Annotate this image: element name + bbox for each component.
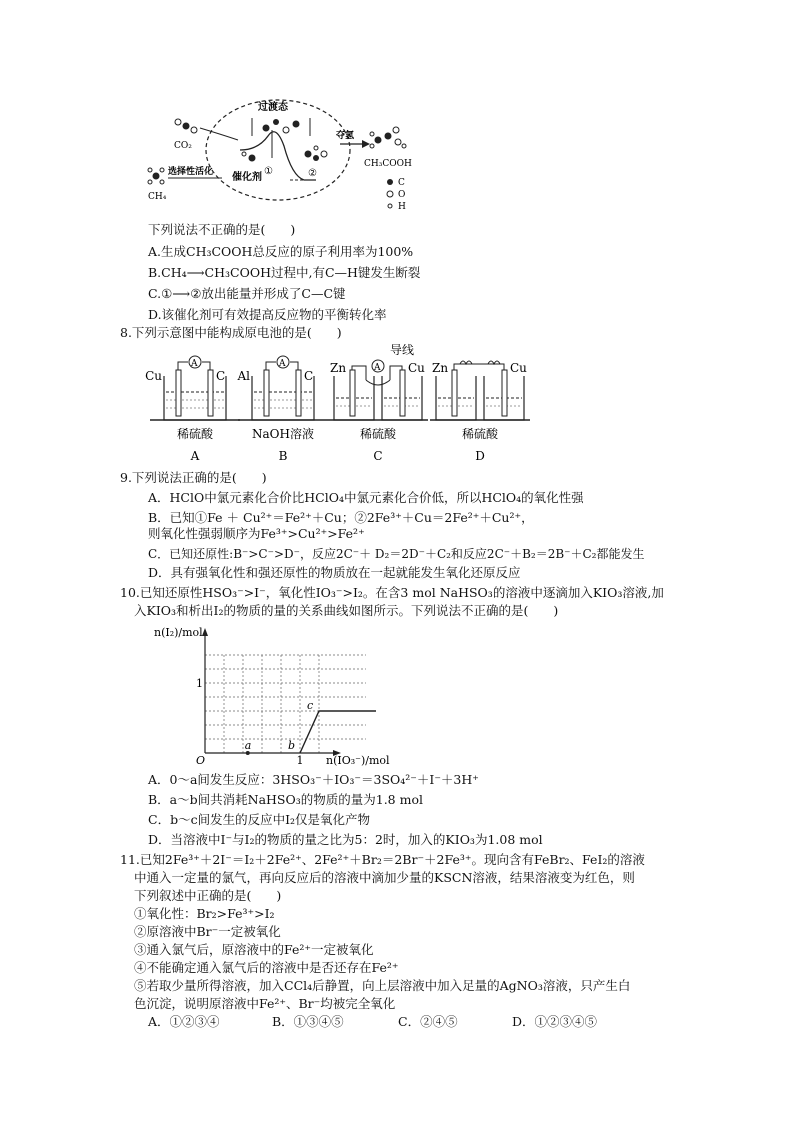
q9-option-d: D．具有强氧化性和强还原性的物质放在一起就能发生氧化还原反应 [148,565,521,580]
q10-option-c: C．b～c间发生的反应中I₂仅是氧化产物 [148,812,371,827]
cell-b-letter: B [278,449,288,463]
cell-b-right-electrode: C [304,369,314,383]
q9-option-b-line1: B．已知①Fe ＋ Cu²⁺＝Fe²⁺＋Cu；②2Fe³⁺＋Cu＝2Fe²⁺＋Cu²⁺， [148,510,534,525]
q11-statement-3: ③通入氯气后，原溶液中的Fe²⁺一定被氧化 [134,942,374,957]
q10-stem-line1: 10.已知还原性HSO₃⁻>I⁻，氧化性IO₃⁻>I₂。在含3 mol NaHSO₃的溶液中逐滴加入KIO₃溶液,加 [120,585,664,600]
q11-statement-5-line2: 色沉淀，说明原溶液中Fe²⁺、Br⁻均被完全氧化 [134,996,396,1011]
cell-b-solution: NaOH溶液 [252,427,314,441]
cell-a-left-electrode: Cu [145,369,162,383]
cell-a-right-electrode: C [216,369,226,383]
q11-statement-4: ④不能确定通入氯气后的溶液中是否还存在Fe²⁺ [134,960,399,975]
legend-c: C [398,178,405,188]
q11-option-c: C．②④⑤ [398,1014,458,1029]
q11-option-a: A．①②③④ [148,1014,220,1029]
ch3cooh-label: CH₃COOH [364,159,412,169]
i2-series-line [300,711,376,753]
q9-option-b-line2: 则氧化性强弱顺序为Fe³⁺>Cu²⁺>Fe²⁺ [148,526,365,541]
x-axis-label: n(IO₃⁻)/mol [326,754,390,767]
q11-statement-2: ②原溶液中Br⁻一定被氧化 [134,924,281,939]
q11-statement-5-line1: ⑤若取少量所得溶液，加入CCl₄后静置，向上层溶液中加入足量的AgNO₃溶液，只产生白 [134,978,631,993]
ch3cooh-molecule [370,127,406,148]
point-b-label: b [288,739,296,752]
cell-a-letter: A [190,449,200,463]
cell-d [430,361,530,463]
cell-d-solution: 稀硫酸 [461,427,499,441]
ammeter-a: A [191,359,198,369]
q10-stem-line2: 入KIO₃和析出I₂的物质的量的关系曲线如图所示。下列说法不正确的是( ) [134,603,559,618]
q7-option-a: A.生成CH₃COOH总反应的原子利用率为100% [148,244,414,259]
y-tick-1: 1 [196,677,203,690]
q9-option-c: C．已知还原性:B⁻>C⁻>D⁻，反应2C⁻＋ D₂＝2D⁻＋C₂和反应2C⁻＋B₂＝2B⁻＋C₂都能发生 [148,547,645,561]
q10-option-a: A．0～a间发生反应：3HSO₃⁻＋IO₃⁻＝3SO₄²⁻＋I⁻＋3H⁺ [148,772,479,787]
q7-option-c: C.①⟶②放出能量并形成了C—C键 [148,286,346,301]
cell-b [236,356,328,463]
q10-option-d: D．当溶液中I⁻与I₂的物质的量之比为5：2时，加入的KIO₃为1.08 mol [148,832,543,847]
cell-a-solution: 稀硫酸 [176,427,214,441]
q7-stem: 下列说法不正确的是( ) [148,222,296,237]
ch4-molecule [148,168,164,184]
legend-o: O [398,190,406,200]
ammeter-c: A [374,363,381,373]
cell-d-letter: D [475,449,485,463]
point-c-label: c [307,699,314,712]
cell-c-right-electrode: Cu [408,361,425,375]
q11-stem-line1: 11.已知2Fe³⁺＋2I⁻＝I₂＋2Fe²⁺、2Fe²⁺＋Br₂＝2Br⁻＋2Fe³⁺。现向含有FeBr₂、FeI₂的溶液 [120,852,645,867]
wire-label: 导线 [390,343,415,357]
catalyst-label: 催化剂 [232,172,262,183]
q11-stem-line3: 下列叙述中正确的是( ) [134,888,282,903]
iodine-chart [150,620,400,768]
cell-a [145,356,240,463]
legend-h: H [398,202,406,212]
q11-stem-line2: 中通入一定量的氯气，再向反应后的溶液中滴加少量的KSCN溶液，结果溶液变为红色，则 [134,870,635,885]
cell-d-right-electrode: Cu [510,361,527,375]
q7-option-b: B.CH₄⟶CH₃COOH过程中,有C—H键发生断裂 [148,265,421,280]
q9-stem: 9.下列说法正确的是( ) [120,470,267,485]
x-tick-1: 1 [296,754,304,767]
cell-b-left-electrode: Al [237,369,250,383]
q9-option-a: A．HClO中氯元素化合价比HClO₄中氯元素化合价低，所以HClO₄的氧化性强 [148,490,584,505]
cell-d-left-electrode: Zn [432,361,449,375]
co2-label: CO₂ [174,141,192,151]
step2-label: ② [308,168,317,179]
q11-option-b: B．①③④⑤ [272,1014,344,1029]
q10-option-b: B．a～b间共消耗NaHSO₃的物质的量为1.8 mol [148,792,423,807]
origin-label: O [196,754,206,767]
ch4-label: CH₄ [148,192,167,202]
q11-statement-1: ①氧化性：Br₂>Fe³⁺>I₂ [134,906,275,921]
step1-label: ① [264,166,273,177]
y-axis-label: n(I₂)/mol [154,626,203,639]
point-a-label: a [244,739,252,752]
selective-activation-label: 选择性活化 [168,167,214,177]
transition-state-label: 过渡态 [258,102,288,113]
q7-option-d: D.该催化剂可有效提高反应物的平衡转化率 [148,307,387,322]
q8-stem: 8.下列示意图中能构成原电池的是( ) [120,325,342,340]
cell-c-letter: C [373,449,383,463]
cell-c-left-electrode: Zn [330,361,347,375]
galvanic-cell-figure [145,340,530,466]
q11-option-d: D．①②③④⑤ [512,1014,598,1029]
co2-molecule [175,119,197,133]
reaction-mechanism-figure [140,96,430,216]
cell-c-solution: 稀硫酸 [359,427,397,441]
dehydrogenation-label: 夺氢 [336,131,355,141]
cell-c [328,360,428,463]
ammeter-b: A [279,359,286,369]
